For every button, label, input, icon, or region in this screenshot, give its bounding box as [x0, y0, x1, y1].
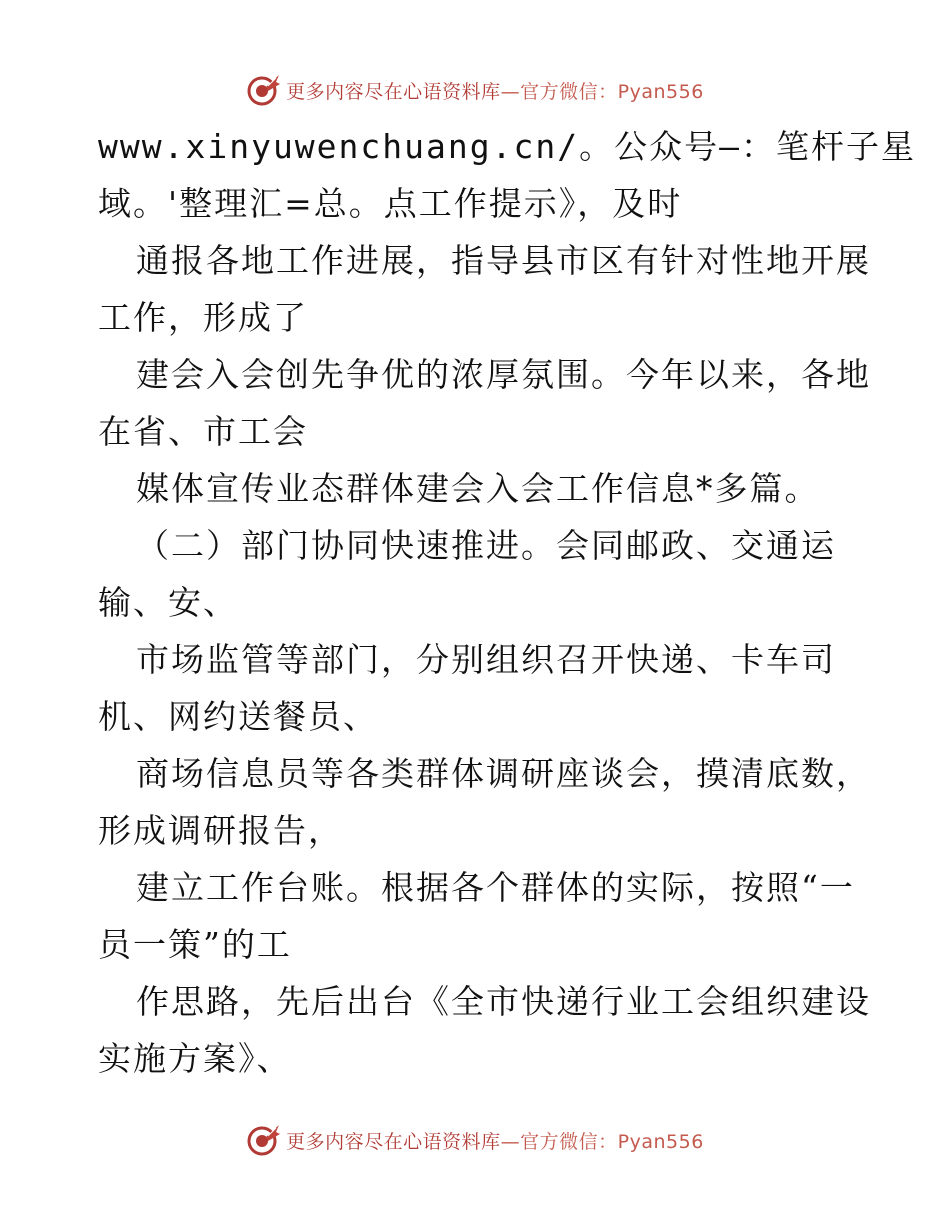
- text-line-16: 作思路，先后出台《全市快递行业工会组织建设: [136, 982, 871, 1021]
- pen-nib-logo-icon: [246, 1122, 282, 1158]
- text-line-3: 通报各地工作进展，指导县市区有针对性地开展: [136, 241, 871, 280]
- header-watermark-text: [286, 77, 704, 104]
- header-watermark: [0, 70, 950, 110]
- text-line-17: 实施方案》、: [98, 1039, 292, 1078]
- document-body: [98, 125, 916, 1094]
- text-line-6: 在省、市工会: [98, 412, 308, 451]
- footer-watermark-main: 更多内容尽在心语资料库: [286, 1130, 501, 1153]
- text-line-5: 建会入会创先争优的浓厚氛围。今年以来，各地: [136, 355, 871, 394]
- footer-watermark: [0, 1120, 950, 1160]
- text-line-8: （二）部门协同快速推进。会同邮政、交通运: [136, 526, 836, 565]
- text-line-7: 媒体宣传业态群体建会入会工作信息*多篇。: [136, 469, 820, 508]
- text-line-13: 形成调研报告，: [98, 811, 343, 850]
- pen-nib-logo-icon: [246, 72, 282, 108]
- footer-watermark-wechat: —官方微信：Pyan556: [500, 1130, 704, 1153]
- text-line-1: www.xinyuwenchuang.cn/。公众号—：笔杆子星: [98, 127, 916, 166]
- header-watermark-main: 更多内容尽在心语资料库: [286, 80, 501, 103]
- text-line-14: 建立工作台账。根据各个群体的实际，按照“一: [136, 868, 855, 907]
- text-line-9: 输、安、: [98, 583, 238, 622]
- text-line-2: 域。'整理汇=总。点工作提示》，及时: [98, 184, 683, 223]
- header-watermark-wechat: —官方微信：Pyan556: [500, 80, 704, 103]
- footer-watermark-text: [286, 1127, 704, 1154]
- text-line-12: 商场信息员等各类群体调研座谈会，摸清底数，: [136, 754, 871, 793]
- text-line-10: 市场监管等部门，分别组织召开快递、卡车司: [136, 640, 836, 679]
- text-line-11: 机、网约送餐员、: [98, 697, 378, 736]
- text-line-4: 工作，形成了: [98, 298, 308, 337]
- text-line-15: 员一策”的工: [98, 925, 292, 964]
